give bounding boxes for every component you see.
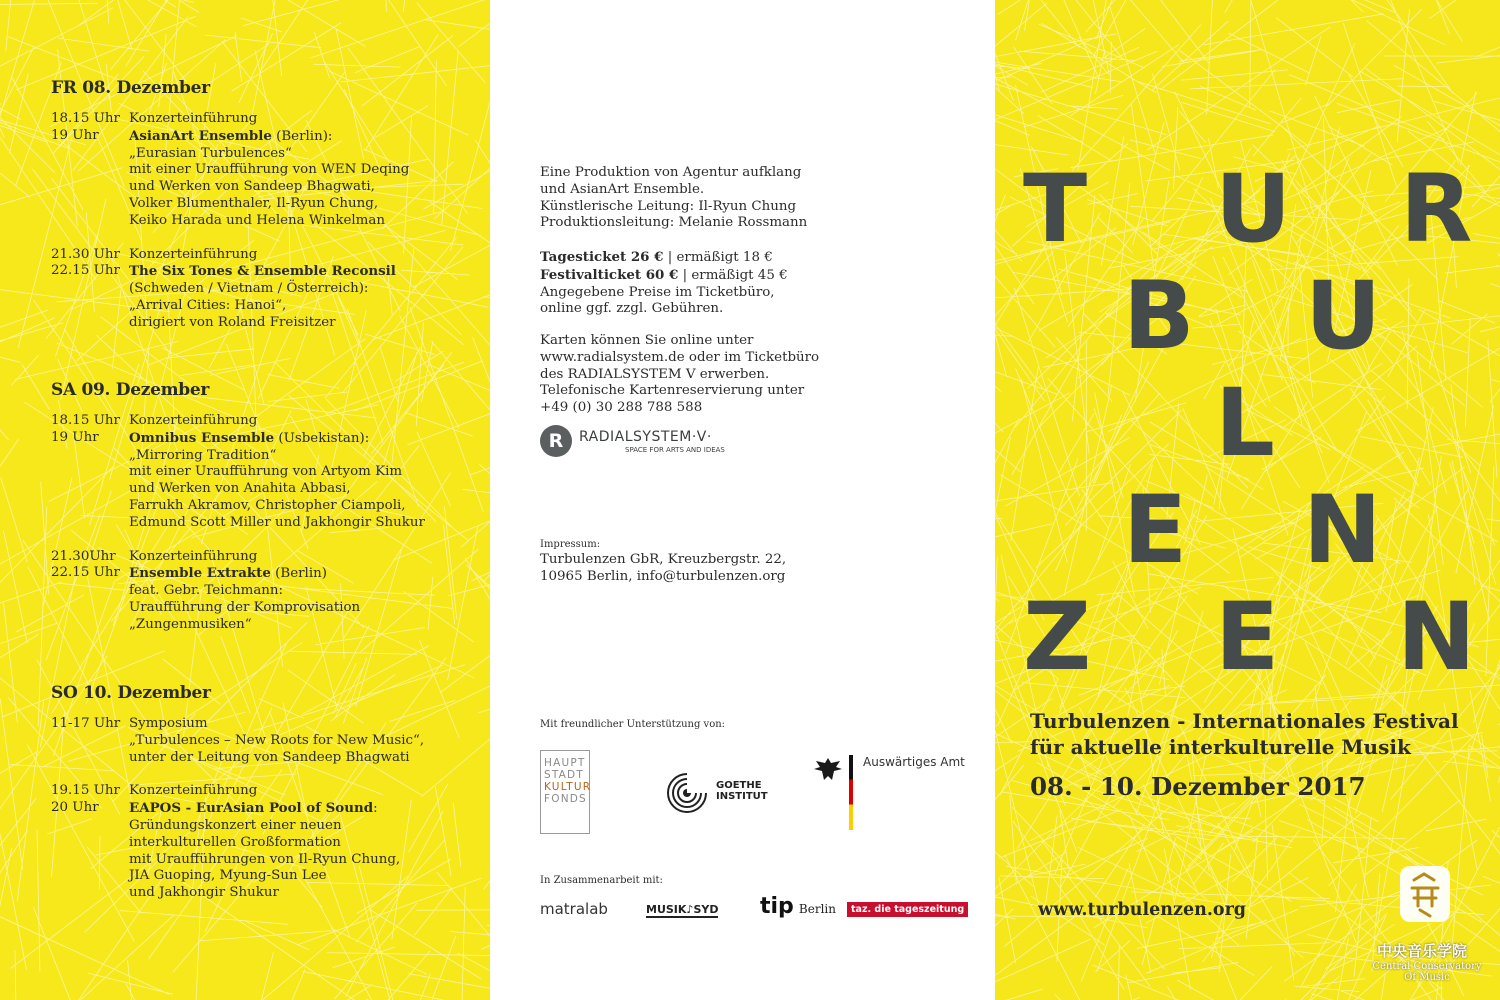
event-details: (Berlin) feat. Gebr. Teichmann: Uraufführung der Komprovisation „Zungenmusiken“ (129, 566, 361, 632)
support-label: Mit freundlicher Unterstützung von: (540, 719, 726, 730)
event-time: 21.30Uhr 22.15 Uhr (51, 548, 120, 581)
day-ticket-reduced: | ermäßigt 18 € (663, 250, 773, 265)
event-time: 21.30 Uhr 22.15 Uhr (51, 246, 120, 279)
watermark-english-name: Central Conservatory Of Music (1372, 961, 1482, 983)
festival-ticket-reduced: | ermäßigt 45 € (678, 267, 788, 283)
scribble-lines (995, 0, 1500, 1000)
event-entry (51, 247, 409, 332)
musiksyd-logo: MUSIK♪SYD (646, 903, 719, 916)
auswaertiges-amt-logo (812, 755, 965, 787)
title-letter: E (1215, 583, 1280, 692)
production-credits: Eine Produktion von Agentur aufklang und AsianArt Ensemble. Künstlerische Leitung: Il-Ryun Chung Produktionsleitung: Melanie Rossmann (540, 165, 808, 231)
day-heading: SO 10. Dezember (51, 683, 211, 703)
impressum-label: Impressum: (540, 539, 601, 550)
event-ensemble: Ensemble Extrakte (129, 565, 271, 582)
event-entry (51, 413, 425, 532)
event-description (129, 716, 424, 766)
title-letter: B (1123, 262, 1195, 371)
event-ensemble: EAPOS - EurAsian Pool of Sound (129, 800, 374, 817)
matralab-logo: matralab (540, 900, 608, 918)
event-entry (51, 549, 425, 634)
event-intro: Konzerteinführung (129, 246, 258, 262)
event-description (129, 549, 360, 634)
watermark-chinese-name: 中央音乐学院 (1377, 942, 1468, 960)
goethe-text: GOETHE INSTITUT (716, 780, 768, 802)
event-description (129, 413, 425, 532)
event-description (129, 111, 409, 230)
title-letter: N (1397, 583, 1476, 692)
festival-title: Turbulenzen - Internationales Festival für aktuelle interkulturelle Musik (1030, 709, 1459, 759)
event-entry (51, 111, 409, 230)
event-details: : Gründungskonzert einer neuen interkulturellen Großformation mit Uraufführungen von Il-Ryun Chung, JIA Guoping, Myung-Sun Lee und Jakhongir Shukur (129, 801, 401, 901)
radialsystem-tagline: SPACE FOR ARTS AND IDEAS (625, 446, 725, 454)
price-note: Angegebene Preise im Ticketbüro, online ggf. zzgl. Gebühren. (540, 284, 775, 317)
german-flag-bar (849, 755, 853, 830)
event-time: 11-17 Uhr (51, 716, 121, 731)
hkf-line: KULTUR (544, 781, 592, 793)
schedule-panel (0, 0, 490, 1000)
festival-ticket-label: Festivalticket 60 € (540, 266, 679, 283)
event-description (129, 783, 400, 902)
ticket-prices (540, 249, 788, 318)
title-letter: U (1305, 262, 1382, 371)
event-details: „Turbulences – New Roots for New Music“, unter der Leitung von Sandeep Bhagwati (129, 732, 425, 765)
watermark-emblem-icon (1400, 866, 1450, 922)
tip-berlin-logo (760, 894, 836, 919)
event-entry (51, 716, 424, 766)
day-heading: FR 08. Dezember (51, 78, 210, 98)
day-ticket-label: Tagesticket 26 € (540, 249, 664, 265)
festival-website-link[interactable]: www.turbulenzen.org (1038, 900, 1247, 920)
event-ensemble: The Six Tones & Ensemble Reconsil (129, 263, 396, 280)
hauptstadtkulturfonds-logo (540, 750, 590, 834)
scribble-texture (995, 0, 1500, 1000)
festival-date: 08. - 10. Dezember 2017 (1030, 772, 1366, 801)
impressum-address: Turbulenzen GbR, Kreuzbergstr. 22, 10965 Berlin, info@turbulenzen.org (540, 552, 787, 584)
radialsystem-name: RADIALSYSTEM·V· (579, 429, 712, 445)
event-intro: Symposium (129, 716, 208, 731)
title-letter: U (1215, 155, 1292, 264)
goethe-institut-logo (666, 772, 768, 818)
title-letter: T (1023, 155, 1088, 264)
ticket-info: Karten können Sie online unter www.radialsystem.de oder im Ticketbüro des RADIALSYSTEM V erwerben. Telefonische Kartenreservierung unter +49 (0) 30 288 788 588 (540, 333, 820, 416)
event-time: 18.15 Uhr 19 Uhr (51, 111, 120, 143)
day-saturday (51, 380, 425, 651)
event-details: (Schweden / Vietnam / Österreich): „Arrival Cities: Hanoi“, dirigiert von Roland Freisitzer (129, 281, 369, 330)
title-letter: Z (1023, 583, 1092, 692)
event-ensemble: Omnibus Ensemble (129, 429, 275, 446)
cover-panel (995, 0, 1500, 1000)
taz-logo: taz. die tageszeitung (847, 902, 968, 917)
title-letter: L (1215, 369, 1275, 478)
event-intro: Konzerteinführung (129, 111, 258, 126)
info-panel (490, 0, 995, 1000)
title-letter: E (1123, 476, 1188, 585)
event-entry (51, 783, 424, 902)
ccom-watermark (1362, 862, 1492, 990)
radialsystem-icon: R (540, 425, 572, 457)
day-friday (51, 78, 409, 349)
tip-text: tip (760, 894, 794, 919)
event-description (129, 247, 396, 332)
event-ensemble: AsianArt Ensemble (129, 127, 272, 144)
hkf-line: STADT (544, 769, 584, 781)
hkf-line: FONDS (544, 793, 587, 805)
day-sunday (51, 683, 424, 919)
auswaertiges-amt-text: Auswärtiges Amt (863, 755, 965, 769)
event-time: 19.15 Uhr 20 Uhr (51, 783, 120, 816)
event-intro: Konzerteinführung (129, 783, 258, 799)
day-heading: SA 09. Dezember (51, 380, 210, 400)
goethe-spiral-icon (666, 772, 708, 814)
event-intro: Konzerteinführung (129, 413, 258, 428)
event-intro: Konzerteinführung (129, 548, 258, 564)
title-letter: R (1400, 155, 1473, 264)
hkf-line: HAUPT (544, 757, 586, 769)
federal-eagle-icon (812, 755, 844, 783)
title-letter: N (1303, 476, 1382, 585)
partners-label: In Zusammenarbeit mit: (540, 875, 663, 886)
calligraphy-icon (1400, 866, 1450, 922)
tip-city: Berlin (798, 902, 836, 916)
event-time: 18.15 Uhr 19 Uhr (51, 413, 120, 445)
event-details: (Berlin): „Eurasian Turbulences“ mit einer Uraufführung von WEN Deqing und Werken von Sandeep Bhagwati, Volker Blumenthaler, Il-Ryun Chung, Keiko Harada und Helena Winkelman (129, 128, 410, 228)
event-details: (Usbekistan): „Mirroring Tradition“ mit einer Uraufführung von Artyom Kim und Werken von Anahita Abbasi, Farrukh Akramov, Christopher Ciampoli, Edmund Scott Miller und Jakhongir Shukur (129, 430, 425, 530)
